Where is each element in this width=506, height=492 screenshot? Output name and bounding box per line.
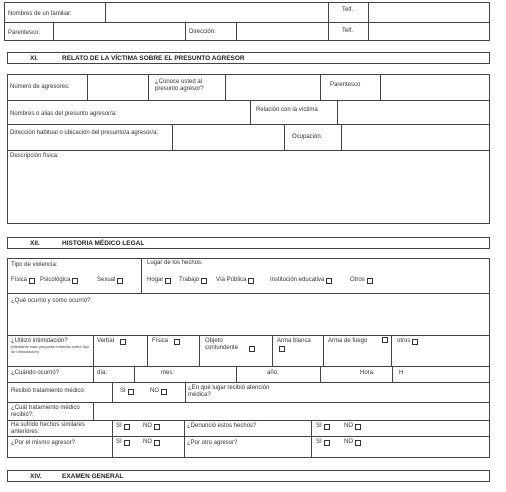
- option-work[interactable]: [179, 277, 207, 284]
- option-no[interactable]: [143, 423, 160, 430]
- option-other-place[interactable]: [350, 277, 373, 284]
- col-divider: [199, 335, 200, 366]
- col-divider: [323, 335, 324, 366]
- col-divider: [380, 74, 381, 100]
- option-label: otros: [397, 338, 411, 344]
- col-divider: [185, 382, 186, 402]
- option-no[interactable]: [344, 423, 361, 430]
- checkbox[interactable]: [412, 339, 418, 345]
- col-divider: [368, 2, 369, 41]
- col-divider: [341, 124, 342, 150]
- similar-events-label: Ha sufrido hechos similares anteriores:: [11, 422, 85, 435]
- option-label: Física: [11, 277, 28, 283]
- checkbox[interactable]: [382, 337, 388, 343]
- row-divider: [7, 335, 490, 336]
- col-divider: [320, 366, 321, 382]
- option-yes[interactable]: [316, 439, 330, 446]
- section-title: HISTORIA MÉDICO LEGAL: [62, 240, 145, 247]
- row-divider: [7, 100, 490, 101]
- option-label: SI: [316, 423, 322, 429]
- col-divider: [184, 420, 185, 458]
- option-no[interactable]: [143, 439, 160, 446]
- year-label: año:: [267, 370, 279, 376]
- intimidation-note: (Mediante esta pregunta indirecta sobre tipo de intimidación): [11, 344, 90, 354]
- phone-label: Telf.: [342, 7, 354, 13]
- which-treatment-label: ¿Cuál tratamiento médico recibió?:: [11, 405, 80, 418]
- col-divider: [93, 402, 94, 420]
- option-label: SI: [116, 439, 122, 445]
- col-divider: [236, 22, 237, 41]
- col-divider: [392, 366, 393, 382]
- know-aggressor-label: ¿Conoce usted al presunto agresor?: [155, 79, 204, 92]
- address-label: Dirección:: [189, 29, 216, 35]
- option-label: Psicológica: [40, 277, 71, 283]
- relationship-label: Parentesco:: [8, 30, 41, 36]
- col-divider: [337, 100, 338, 124]
- firearm-label: Arma de fuego: [328, 338, 368, 344]
- checkbox[interactable]: [161, 389, 167, 395]
- option-sexual[interactable]: [97, 277, 123, 284]
- col-divider: [134, 366, 135, 382]
- month-label: mes:: [161, 370, 175, 376]
- day-label: día:: [97, 370, 108, 376]
- treatment-label: Recibió tratamiento médico:: [11, 388, 86, 394]
- checkbox[interactable]: [117, 278, 123, 284]
- col-divider: [284, 124, 285, 150]
- option-label: NO: [344, 423, 353, 429]
- option-no[interactable]: [344, 439, 361, 446]
- checkbox[interactable]: [324, 424, 330, 430]
- aggressor-table: [7, 74, 490, 224]
- checkbox[interactable]: [72, 278, 78, 284]
- checkbox[interactable]: [326, 278, 332, 284]
- checkbox[interactable]: [355, 424, 361, 430]
- row-divider: [7, 436, 490, 437]
- row-divider: [7, 382, 490, 383]
- option-label: Hogar: [147, 277, 164, 283]
- col-divider: [185, 22, 186, 41]
- col-divider: [225, 74, 226, 100]
- col-divider: [112, 382, 113, 402]
- col-divider: [112, 420, 113, 458]
- checkbox[interactable]: [201, 278, 207, 284]
- option-verbal[interactable]: [97, 338, 126, 345]
- checkbox[interactable]: [249, 346, 255, 352]
- aggressor-relationship-label: Parentesco: [330, 82, 361, 88]
- col-divider: [53, 22, 54, 41]
- row-divider: [7, 293, 490, 294]
- checkbox[interactable]: [124, 440, 130, 446]
- option-label: Trabajo: [179, 277, 200, 283]
- reported-label: ¿Denunció estos hechos?: [187, 423, 257, 429]
- option-label: NO: [344, 439, 353, 445]
- option-label: Sexual: [97, 277, 116, 283]
- checkbox[interactable]: [174, 339, 180, 345]
- option-home[interactable]: [147, 277, 171, 284]
- col-divider: [147, 335, 148, 366]
- checkbox[interactable]: [367, 278, 373, 284]
- what-happened-label: ¿Qué ocurrió y cómo ocurrió?:: [11, 298, 93, 304]
- section-number: XII.: [30, 240, 40, 247]
- col-divider: [320, 74, 321, 100]
- blunt-object-label: Objeto contundente: [205, 338, 239, 351]
- option-label: SI: [116, 423, 122, 429]
- section-number: XI.: [30, 55, 38, 62]
- col-divider: [87, 74, 88, 100]
- option-other-weapon[interactable]: [397, 338, 418, 345]
- option-label: NO: [143, 439, 152, 445]
- option-yes[interactable]: [120, 388, 134, 395]
- option-yes[interactable]: [316, 423, 330, 430]
- aggressor-address-label: Dirección habitual o ubicación del presunto/a agresor/a:: [10, 130, 159, 136]
- checkbox[interactable]: [248, 278, 254, 284]
- col-divider: [172, 124, 173, 150]
- row-divider: [7, 366, 490, 367]
- option-yes[interactable]: [116, 423, 130, 430]
- phone-label-2: Telf.: [342, 28, 354, 34]
- checkbox[interactable]: [120, 339, 126, 345]
- family-name-label: Nombres de un familiar:: [8, 11, 72, 17]
- option-yes[interactable]: [116, 439, 130, 446]
- option-public-road[interactable]: [216, 277, 254, 284]
- col-divider: [236, 366, 237, 382]
- col-divider: [328, 2, 329, 41]
- col-divider: [272, 335, 273, 366]
- col-divider: [105, 2, 106, 22]
- violence-type-label: Tipo de violencia:: [11, 262, 58, 268]
- occupation-label: Ocupación:: [292, 134, 323, 140]
- option-label: Verbal: [97, 338, 115, 344]
- row-divider: [7, 402, 490, 403]
- knife-label: Arma blanca: [277, 338, 311, 344]
- option-label: SI: [316, 439, 322, 445]
- option-no[interactable]: [150, 388, 167, 395]
- col-divider: [250, 100, 251, 124]
- checkbox[interactable]: [355, 440, 361, 446]
- checkbox[interactable]: [165, 278, 171, 284]
- col-divider: [93, 335, 94, 382]
- option-label: Física: [152, 338, 169, 344]
- option-psychological[interactable]: [40, 277, 78, 284]
- section-number: XIV.: [30, 473, 42, 480]
- col-divider: [148, 74, 149, 100]
- checkbox[interactable]: [128, 389, 134, 395]
- option-physical-intimidation[interactable]: [152, 338, 180, 345]
- checkbox[interactable]: [29, 278, 35, 284]
- col-divider: [391, 335, 392, 366]
- checkbox[interactable]: [124, 424, 130, 430]
- physical-description-label: Descripción física:: [10, 153, 59, 159]
- option-label: NO: [150, 388, 159, 394]
- row-divider: [7, 420, 490, 421]
- aggressor-name-label: Nombres o alias del presunto agresor/a:: [10, 111, 117, 117]
- option-label: SI: [120, 388, 126, 394]
- place-label: Lugar de los hechos:: [147, 260, 203, 266]
- col-divider: [141, 258, 142, 293]
- option-label: Vía Pública: [216, 277, 247, 283]
- option-school[interactable]: [270, 277, 332, 284]
- checkbox[interactable]: [154, 424, 160, 430]
- row-divider: [4, 22, 490, 23]
- intimidation-label: ¿Utilizó intimidación?: [11, 338, 68, 344]
- checkbox[interactable]: [324, 440, 330, 446]
- aggressor-count-label: Número de agresores:: [10, 84, 70, 90]
- section-title: EXAMEN GENERAL: [62, 473, 124, 480]
- hour-label: Hora:: [360, 370, 375, 376]
- same-aggressor-label: ¿Por el mismo agresor?: [11, 440, 76, 446]
- option-label: Otros: [350, 277, 365, 283]
- where-care-label: ¿En qué lugar recibió atención médica?: [188, 385, 270, 398]
- other-aggressor-label: ¿Por otro agresor?: [187, 440, 238, 446]
- checkbox[interactable]: [154, 440, 160, 446]
- row-divider: [7, 124, 490, 125]
- option-label: NO: [143, 423, 152, 429]
- hour-unit: H: [399, 370, 404, 376]
- option-physical[interactable]: [11, 277, 35, 284]
- checkbox[interactable]: [279, 346, 285, 352]
- option-label: Institución educativa: [270, 277, 325, 283]
- victim-relation-label: Relación con la víctima: [256, 107, 318, 113]
- section-title: RELATO DE LA VÍCTIMA SOBRE EL PRESUNTO AGRESOR: [62, 55, 245, 62]
- when-label: ¿Cuándo ocurrió?: [11, 370, 60, 376]
- row-divider: [7, 150, 490, 151]
- col-divider: [311, 420, 312, 458]
